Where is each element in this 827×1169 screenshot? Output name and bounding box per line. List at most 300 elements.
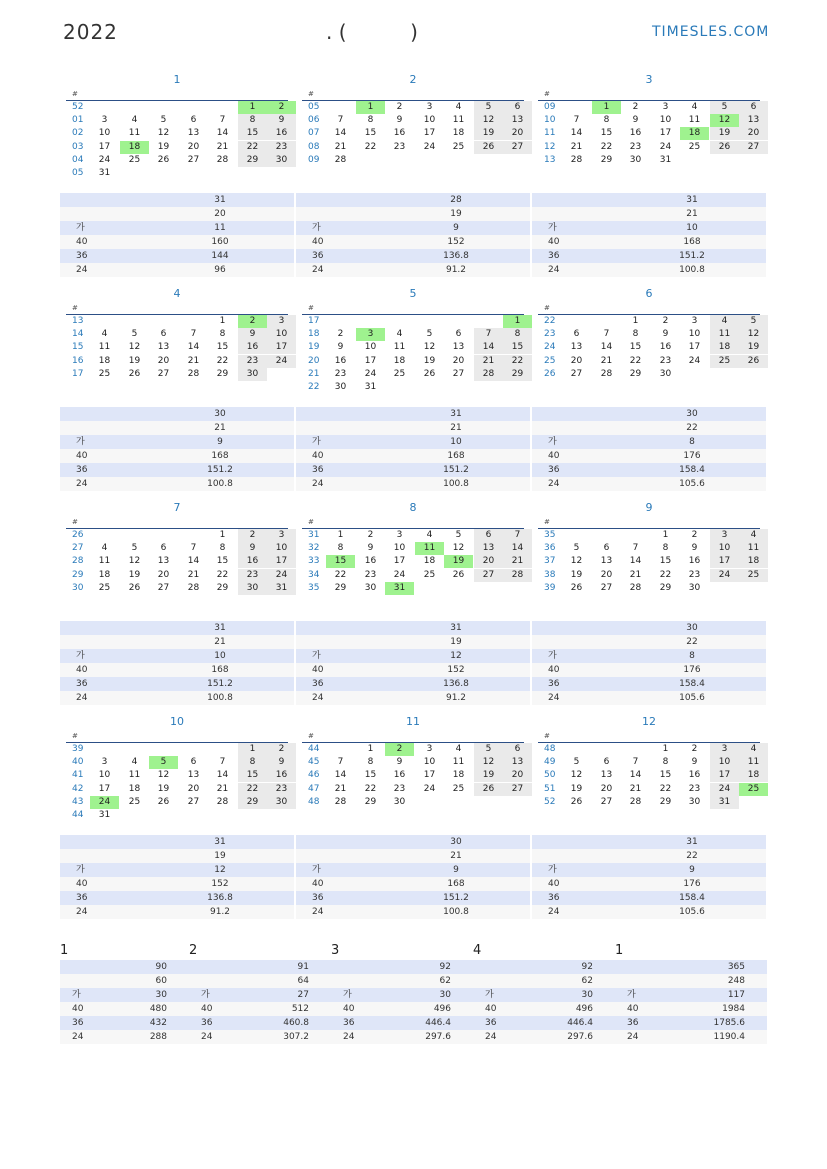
day-cell[interactable]: 20 <box>600 569 613 580</box>
day-cell[interactable]: 9 <box>396 757 403 768</box>
day-cell[interactable]: 18 <box>128 783 141 794</box>
day-cell[interactable]: 29 <box>503 368 532 381</box>
day-cell[interactable]: 8 <box>219 543 226 554</box>
day-cell[interactable]: 30 <box>238 368 267 381</box>
day-cell[interactable]: 28 <box>334 796 347 807</box>
day-cell[interactable]: 10 <box>710 756 739 769</box>
day-cell[interactable]: 21 <box>474 355 503 368</box>
day-cell[interactable]: 17 <box>364 355 377 366</box>
day-cell[interactable]: 20 <box>570 355 583 366</box>
day-cell[interactable]: 28 <box>216 154 229 165</box>
day-cell[interactable]: 21 <box>216 141 229 152</box>
day-cell[interactable]: 11 <box>452 115 465 126</box>
day-cell[interactable]: 27 <box>739 141 768 154</box>
day-cell[interactable]: 31 <box>98 167 111 178</box>
day-cell[interactable]: 22 <box>334 569 347 580</box>
day-cell[interactable]: 17 <box>710 769 739 782</box>
day-cell[interactable]: 15 <box>629 342 642 353</box>
day-cell[interactable]: 15 <box>503 341 532 354</box>
day-cell[interactable]: 19 <box>444 555 473 568</box>
day-cell[interactable]: 8 <box>632 329 639 340</box>
day-cell[interactable]: 27 <box>157 582 170 593</box>
day-cell[interactable]: 18 <box>710 341 739 354</box>
day-cell[interactable]: 2 <box>691 530 698 540</box>
day-cell[interactable]: 20 <box>503 769 532 782</box>
day-cell[interactable]: 21 <box>503 555 532 568</box>
day-cell[interactable]: 4 <box>131 757 138 768</box>
day-cell[interactable]: 22 <box>216 569 229 580</box>
day-cell[interactable]: 19 <box>570 783 583 794</box>
day-cell[interactable]: 30 <box>267 796 296 809</box>
day-cell[interactable]: 3 <box>691 316 698 326</box>
day-cell[interactable]: 10 <box>423 757 436 768</box>
day-cell[interactable]: 29 <box>600 154 613 165</box>
day-cell[interactable]: 4 <box>396 329 403 340</box>
day-cell[interactable]: 20 <box>503 127 532 140</box>
day-cell[interactable]: 18 <box>739 769 768 782</box>
day-cell[interactable]: 4 <box>101 329 108 340</box>
day-cell[interactable]: 21 <box>334 783 347 794</box>
day-cell[interactable]: 12 <box>128 342 141 353</box>
day-cell[interactable]: 31 <box>267 582 296 595</box>
day-cell[interactable]: 15 <box>364 128 377 139</box>
day-cell[interactable]: 23 <box>364 569 377 580</box>
day-cell[interactable]: 27 <box>187 154 200 165</box>
day-cell[interactable]: 26 <box>474 783 503 796</box>
day-cell[interactable]: 1 <box>503 315 532 328</box>
day-cell[interactable]: 3 <box>710 529 739 542</box>
day-cell[interactable]: 30 <box>688 796 701 807</box>
day-cell[interactable]: 15 <box>659 556 672 567</box>
day-cell[interactable]: 11 <box>688 115 701 126</box>
day-cell[interactable]: 8 <box>238 756 267 769</box>
day-cell[interactable]: 26 <box>710 141 739 154</box>
day-cell[interactable]: 3 <box>267 315 296 328</box>
day-cell[interactable]: 29 <box>216 582 229 593</box>
day-cell[interactable]: 8 <box>367 757 374 768</box>
day-cell[interactable]: 15 <box>659 770 672 781</box>
day-cell[interactable]: 24 <box>90 796 119 809</box>
day-cell[interactable]: 28 <box>600 368 613 379</box>
day-cell[interactable]: 12 <box>474 114 503 127</box>
day-cell[interactable]: 17 <box>267 341 296 354</box>
day-cell[interactable]: 14 <box>334 128 347 139</box>
day-cell[interactable]: 14 <box>474 341 503 354</box>
day-cell[interactable]: 17 <box>688 342 701 353</box>
day-cell[interactable]: 14 <box>187 556 200 567</box>
day-cell[interactable]: 4 <box>426 530 433 540</box>
day-cell[interactable]: 16 <box>364 556 377 567</box>
day-cell[interactable]: 6 <box>190 115 197 126</box>
day-cell[interactable]: 4 <box>131 115 138 126</box>
day-cell[interactable]: 20 <box>187 141 200 152</box>
day-cell[interactable]: 1 <box>238 743 267 756</box>
day-cell[interactable]: 20 <box>157 569 170 580</box>
day-cell[interactable]: 20 <box>600 783 613 794</box>
day-cell[interactable]: 25 <box>393 368 406 379</box>
day-cell[interactable]: 31 <box>710 796 739 809</box>
day-cell[interactable]: 6 <box>474 529 503 542</box>
day-cell[interactable]: 2 <box>385 743 414 756</box>
day-cell[interactable]: 5 <box>573 757 580 768</box>
day-cell[interactable]: 6 <box>603 757 610 768</box>
day-cell[interactable]: 11 <box>710 328 739 341</box>
day-cell[interactable]: 23 <box>688 569 701 580</box>
day-cell[interactable]: 2 <box>267 743 296 756</box>
day-cell[interactable]: 1 <box>632 316 639 326</box>
day-cell[interactable]: 6 <box>739 101 768 114</box>
day-cell[interactable]: 6 <box>573 329 580 340</box>
day-cell[interactable]: 1 <box>219 530 226 540</box>
day-cell[interactable]: 26 <box>570 582 583 593</box>
day-cell[interactable]: 8 <box>503 328 532 341</box>
day-cell[interactable]: 14 <box>570 128 583 139</box>
day-cell[interactable]: 22 <box>629 355 642 366</box>
site-logo[interactable]: TIMESLES.COM <box>652 24 770 40</box>
day-cell[interactable]: 30 <box>659 368 672 379</box>
day-cell[interactable]: 8 <box>238 114 267 127</box>
day-cell[interactable]: 24 <box>364 368 377 379</box>
day-cell[interactable]: 8 <box>367 115 374 126</box>
day-cell[interactable]: 18 <box>452 128 465 139</box>
day-cell[interactable]: 16 <box>629 128 642 139</box>
day-cell[interactable]: 29 <box>659 796 672 807</box>
day-cell[interactable]: 6 <box>455 329 462 340</box>
day-cell[interactable]: 5 <box>131 543 138 554</box>
day-cell[interactable]: 12 <box>474 756 503 769</box>
day-cell[interactable]: 1 <box>356 101 385 114</box>
day-cell[interactable]: 24 <box>710 783 739 796</box>
day-cell[interactable]: 13 <box>570 342 583 353</box>
day-cell[interactable]: 2 <box>238 529 267 542</box>
day-cell[interactable]: 5 <box>455 530 462 540</box>
day-cell[interactable]: 3 <box>710 743 739 756</box>
day-cell[interactable]: 13 <box>187 770 200 781</box>
day-cell[interactable]: 2 <box>632 102 639 112</box>
day-cell[interactable]: 25 <box>739 569 768 582</box>
day-cell[interactable]: 13 <box>600 770 613 781</box>
day-cell[interactable]: 23 <box>267 783 296 796</box>
day-cell[interactable]: 1 <box>662 530 669 540</box>
day-cell[interactable]: 13 <box>739 114 768 127</box>
day-cell[interactable]: 20 <box>474 555 503 568</box>
day-cell[interactable]: 28 <box>187 582 200 593</box>
day-cell[interactable]: 1 <box>337 530 344 540</box>
day-cell[interactable]: 7 <box>632 757 639 768</box>
day-cell[interactable]: 26 <box>739 355 768 368</box>
day-cell[interactable]: 14 <box>600 342 613 353</box>
day-cell[interactable]: 20 <box>187 783 200 794</box>
day-cell[interactable]: 8 <box>219 329 226 340</box>
day-cell[interactable]: 21 <box>187 355 200 366</box>
day-cell[interactable]: 12 <box>157 128 170 139</box>
day-cell[interactable]: 30 <box>629 154 642 165</box>
day-cell[interactable]: 23 <box>659 355 672 366</box>
day-cell[interactable]: 30 <box>393 796 406 807</box>
day-cell[interactable]: 1 <box>662 744 669 754</box>
day-cell[interactable]: 13 <box>187 128 200 139</box>
day-cell[interactable]: 17 <box>98 783 111 794</box>
day-cell[interactable]: 14 <box>216 770 229 781</box>
day-cell[interactable]: 23 <box>629 141 642 152</box>
day-cell[interactable]: 9 <box>662 329 669 340</box>
day-cell[interactable]: 17 <box>393 556 406 567</box>
day-cell[interactable]: 22 <box>216 355 229 366</box>
day-cell[interactable]: 17 <box>659 128 672 139</box>
day-cell[interactable]: 10 <box>98 128 111 139</box>
day-cell[interactable]: 19 <box>570 569 583 580</box>
day-cell[interactable]: 28 <box>629 796 642 807</box>
day-cell[interactable]: 24 <box>423 141 436 152</box>
day-cell[interactable]: 7 <box>219 757 226 768</box>
day-cell[interactable]: 2 <box>337 329 344 340</box>
day-cell[interactable]: 10 <box>393 543 406 554</box>
day-cell[interactable]: 18 <box>680 127 709 140</box>
day-cell[interactable]: 29 <box>238 796 267 809</box>
day-cell[interactable]: 25 <box>739 783 768 796</box>
day-cell[interactable]: 13 <box>503 114 532 127</box>
day-cell[interactable]: 13 <box>503 756 532 769</box>
day-cell[interactable]: 11 <box>98 342 111 353</box>
day-cell[interactable]: 6 <box>160 329 167 340</box>
day-cell[interactable]: 27 <box>600 796 613 807</box>
day-cell[interactable]: 25 <box>452 783 465 794</box>
day-cell[interactable]: 7 <box>503 529 532 542</box>
day-cell[interactable]: 7 <box>190 329 197 340</box>
day-cell[interactable]: 10 <box>267 542 296 555</box>
day-cell[interactable]: 9 <box>632 115 639 126</box>
day-cell[interactable]: 14 <box>216 128 229 139</box>
day-cell[interactable]: 25 <box>98 582 111 593</box>
day-cell[interactable]: 5 <box>474 743 503 756</box>
day-cell[interactable]: 24 <box>423 783 436 794</box>
day-cell[interactable]: 6 <box>603 543 610 554</box>
day-cell[interactable]: 9 <box>238 542 267 555</box>
day-cell[interactable]: 11 <box>128 770 141 781</box>
day-cell[interactable]: 12 <box>710 114 739 127</box>
day-cell[interactable]: 28 <box>570 154 583 165</box>
day-cell[interactable]: 24 <box>659 141 672 152</box>
day-cell[interactable]: 31 <box>364 381 377 392</box>
day-cell[interactable]: 10 <box>267 328 296 341</box>
day-cell[interactable]: 7 <box>337 115 344 126</box>
day-cell[interactable]: 5 <box>739 315 768 328</box>
day-cell[interactable]: 3 <box>101 115 108 126</box>
day-cell[interactable]: 27 <box>600 582 613 593</box>
day-cell[interactable]: 16 <box>688 770 701 781</box>
day-cell[interactable]: 30 <box>238 582 267 595</box>
day-cell[interactable]: 24 <box>393 569 406 580</box>
day-cell[interactable]: 3 <box>356 328 385 341</box>
day-cell[interactable]: 7 <box>219 115 226 126</box>
day-cell[interactable]: 27 <box>570 368 583 379</box>
day-cell[interactable]: 22 <box>503 355 532 368</box>
day-cell[interactable]: 22 <box>600 141 613 152</box>
day-cell[interactable]: 21 <box>334 141 347 152</box>
day-cell[interactable]: 14 <box>187 342 200 353</box>
day-cell[interactable]: 12 <box>157 770 170 781</box>
day-cell[interactable]: 7 <box>337 757 344 768</box>
day-cell[interactable]: 3 <box>426 102 433 112</box>
day-cell[interactable]: 20 <box>157 355 170 366</box>
day-cell[interactable]: 13 <box>600 556 613 567</box>
day-cell[interactable]: 18 <box>739 555 768 568</box>
day-cell[interactable]: 5 <box>573 543 580 554</box>
day-cell[interactable]: 23 <box>688 783 701 794</box>
day-cell[interactable]: 29 <box>659 582 672 593</box>
day-cell[interactable]: 25 <box>452 141 465 152</box>
day-cell[interactable]: 4 <box>691 102 698 112</box>
day-cell[interactable]: 20 <box>452 355 465 366</box>
day-cell[interactable]: 17 <box>710 555 739 568</box>
day-cell[interactable]: 15 <box>600 128 613 139</box>
day-cell[interactable]: 30 <box>688 582 701 593</box>
day-cell[interactable]: 29 <box>334 582 347 593</box>
day-cell[interactable]: 5 <box>426 329 433 340</box>
day-cell[interactable]: 23 <box>267 141 296 154</box>
day-cell[interactable]: 13 <box>452 342 465 353</box>
day-cell[interactable]: 21 <box>600 355 613 366</box>
day-cell[interactable]: 24 <box>267 355 296 368</box>
day-cell[interactable]: 30 <box>334 381 347 392</box>
day-cell[interactable]: 12 <box>570 556 583 567</box>
day-cell[interactable]: 18 <box>423 556 436 567</box>
day-cell[interactable]: 2 <box>662 316 669 326</box>
day-cell[interactable]: 16 <box>393 128 406 139</box>
day-cell[interactable]: 9 <box>396 115 403 126</box>
day-cell[interactable]: 4 <box>455 744 462 754</box>
day-cell[interactable]: 21 <box>216 783 229 794</box>
day-cell[interactable]: 8 <box>662 543 669 554</box>
day-cell[interactable]: 30 <box>267 154 296 167</box>
day-cell[interactable]: 9 <box>691 543 698 554</box>
day-cell[interactable]: 29 <box>238 154 267 167</box>
day-cell[interactable]: 12 <box>128 556 141 567</box>
day-cell[interactable]: 23 <box>334 368 347 379</box>
day-cell[interactable]: 19 <box>474 127 503 140</box>
day-cell[interactable]: 2 <box>267 101 296 114</box>
day-cell[interactable]: 21 <box>629 783 642 794</box>
day-cell[interactable]: 11 <box>415 542 444 555</box>
day-cell[interactable]: 18 <box>98 569 111 580</box>
day-cell[interactable]: 26 <box>474 141 503 154</box>
day-cell[interactable]: 8 <box>337 543 344 554</box>
day-cell[interactable]: 26 <box>157 796 170 807</box>
day-cell[interactable]: 15 <box>238 769 267 782</box>
day-cell[interactable]: 28 <box>474 368 503 381</box>
day-cell[interactable]: 19 <box>157 783 170 794</box>
day-cell[interactable]: 23 <box>393 783 406 794</box>
day-cell[interactable]: 16 <box>334 355 347 366</box>
day-cell[interactable]: 18 <box>393 355 406 366</box>
day-cell[interactable]: 16 <box>659 342 672 353</box>
day-cell[interactable]: 25 <box>710 355 739 368</box>
day-cell[interactable]: 19 <box>423 355 436 366</box>
day-cell[interactable]: 12 <box>570 770 583 781</box>
day-cell[interactable]: 29 <box>216 368 229 379</box>
day-cell[interactable]: 1 <box>367 744 374 754</box>
day-cell[interactable]: 18 <box>452 770 465 781</box>
day-cell[interactable]: 13 <box>474 542 503 555</box>
day-cell[interactable]: 11 <box>739 756 768 769</box>
day-cell[interactable]: 29 <box>364 796 377 807</box>
day-cell[interactable]: 25 <box>423 569 436 580</box>
day-cell[interactable]: 2 <box>396 102 403 112</box>
day-cell[interactable]: 4 <box>710 315 739 328</box>
day-cell[interactable]: 14 <box>334 770 347 781</box>
day-cell[interactable]: 19 <box>128 569 141 580</box>
day-cell[interactable]: 5 <box>474 101 503 114</box>
day-cell[interactable]: 5 <box>131 329 138 340</box>
day-cell[interactable]: 7 <box>474 328 503 341</box>
day-cell[interactable]: 22 <box>238 141 267 154</box>
day-cell[interactable]: 23 <box>238 355 267 368</box>
day-cell[interactable]: 4 <box>739 743 768 756</box>
day-cell[interactable]: 20 <box>739 127 768 140</box>
day-cell[interactable]: 5 <box>710 101 739 114</box>
day-cell[interactable]: 7 <box>573 115 580 126</box>
day-cell[interactable]: 13 <box>157 342 170 353</box>
day-cell[interactable]: 9 <box>337 342 344 353</box>
day-cell[interactable]: 23 <box>238 569 267 582</box>
day-cell[interactable]: 3 <box>267 529 296 542</box>
day-cell[interactable]: 22 <box>364 141 377 152</box>
day-cell[interactable]: 19 <box>474 769 503 782</box>
day-cell[interactable]: 10 <box>423 115 436 126</box>
day-cell[interactable]: 24 <box>688 355 701 366</box>
day-cell[interactable]: 27 <box>503 141 532 154</box>
day-cell[interactable]: 27 <box>503 783 532 796</box>
day-cell[interactable]: 3 <box>101 757 108 768</box>
day-cell[interactable]: 23 <box>393 141 406 152</box>
day-cell[interactable]: 7 <box>632 543 639 554</box>
day-cell[interactable]: 6 <box>503 743 532 756</box>
day-cell[interactable]: 31 <box>98 809 111 820</box>
day-cell[interactable]: 1 <box>219 316 226 326</box>
day-cell[interactable]: 11 <box>98 556 111 567</box>
day-cell[interactable]: 27 <box>157 368 170 379</box>
day-cell[interactable]: 17 <box>423 128 436 139</box>
day-cell[interactable]: 19 <box>157 141 170 152</box>
day-cell[interactable]: 24 <box>710 569 739 582</box>
day-cell[interactable]: 5 <box>160 115 167 126</box>
day-cell[interactable]: 26 <box>452 569 465 580</box>
day-cell[interactable]: 7 <box>603 329 610 340</box>
day-cell[interactable]: 11 <box>128 128 141 139</box>
day-cell[interactable]: 28 <box>503 569 532 582</box>
day-cell[interactable]: 27 <box>474 569 503 582</box>
day-cell[interactable]: 26 <box>570 796 583 807</box>
day-cell[interactable]: 28 <box>187 368 200 379</box>
day-cell[interactable]: 15 <box>326 555 355 568</box>
day-cell[interactable]: 9 <box>691 757 698 768</box>
day-cell[interactable]: 11 <box>452 757 465 768</box>
day-cell[interactable]: 3 <box>396 530 403 540</box>
day-cell[interactable]: 21 <box>629 569 642 580</box>
day-cell[interactable]: 24 <box>267 569 296 582</box>
day-cell[interactable]: 30 <box>364 582 377 593</box>
day-cell[interactable]: 6 <box>503 101 532 114</box>
day-cell[interactable]: 27 <box>187 796 200 807</box>
day-cell[interactable]: 17 <box>267 555 296 568</box>
day-cell[interactable]: 18 <box>120 141 149 154</box>
day-cell[interactable]: 16 <box>238 341 267 354</box>
day-cell[interactable]: 2 <box>691 744 698 754</box>
day-cell[interactable]: 26 <box>128 368 141 379</box>
day-cell[interactable]: 28 <box>216 796 229 807</box>
day-cell[interactable]: 26 <box>423 368 436 379</box>
day-cell[interactable]: 10 <box>688 329 701 340</box>
